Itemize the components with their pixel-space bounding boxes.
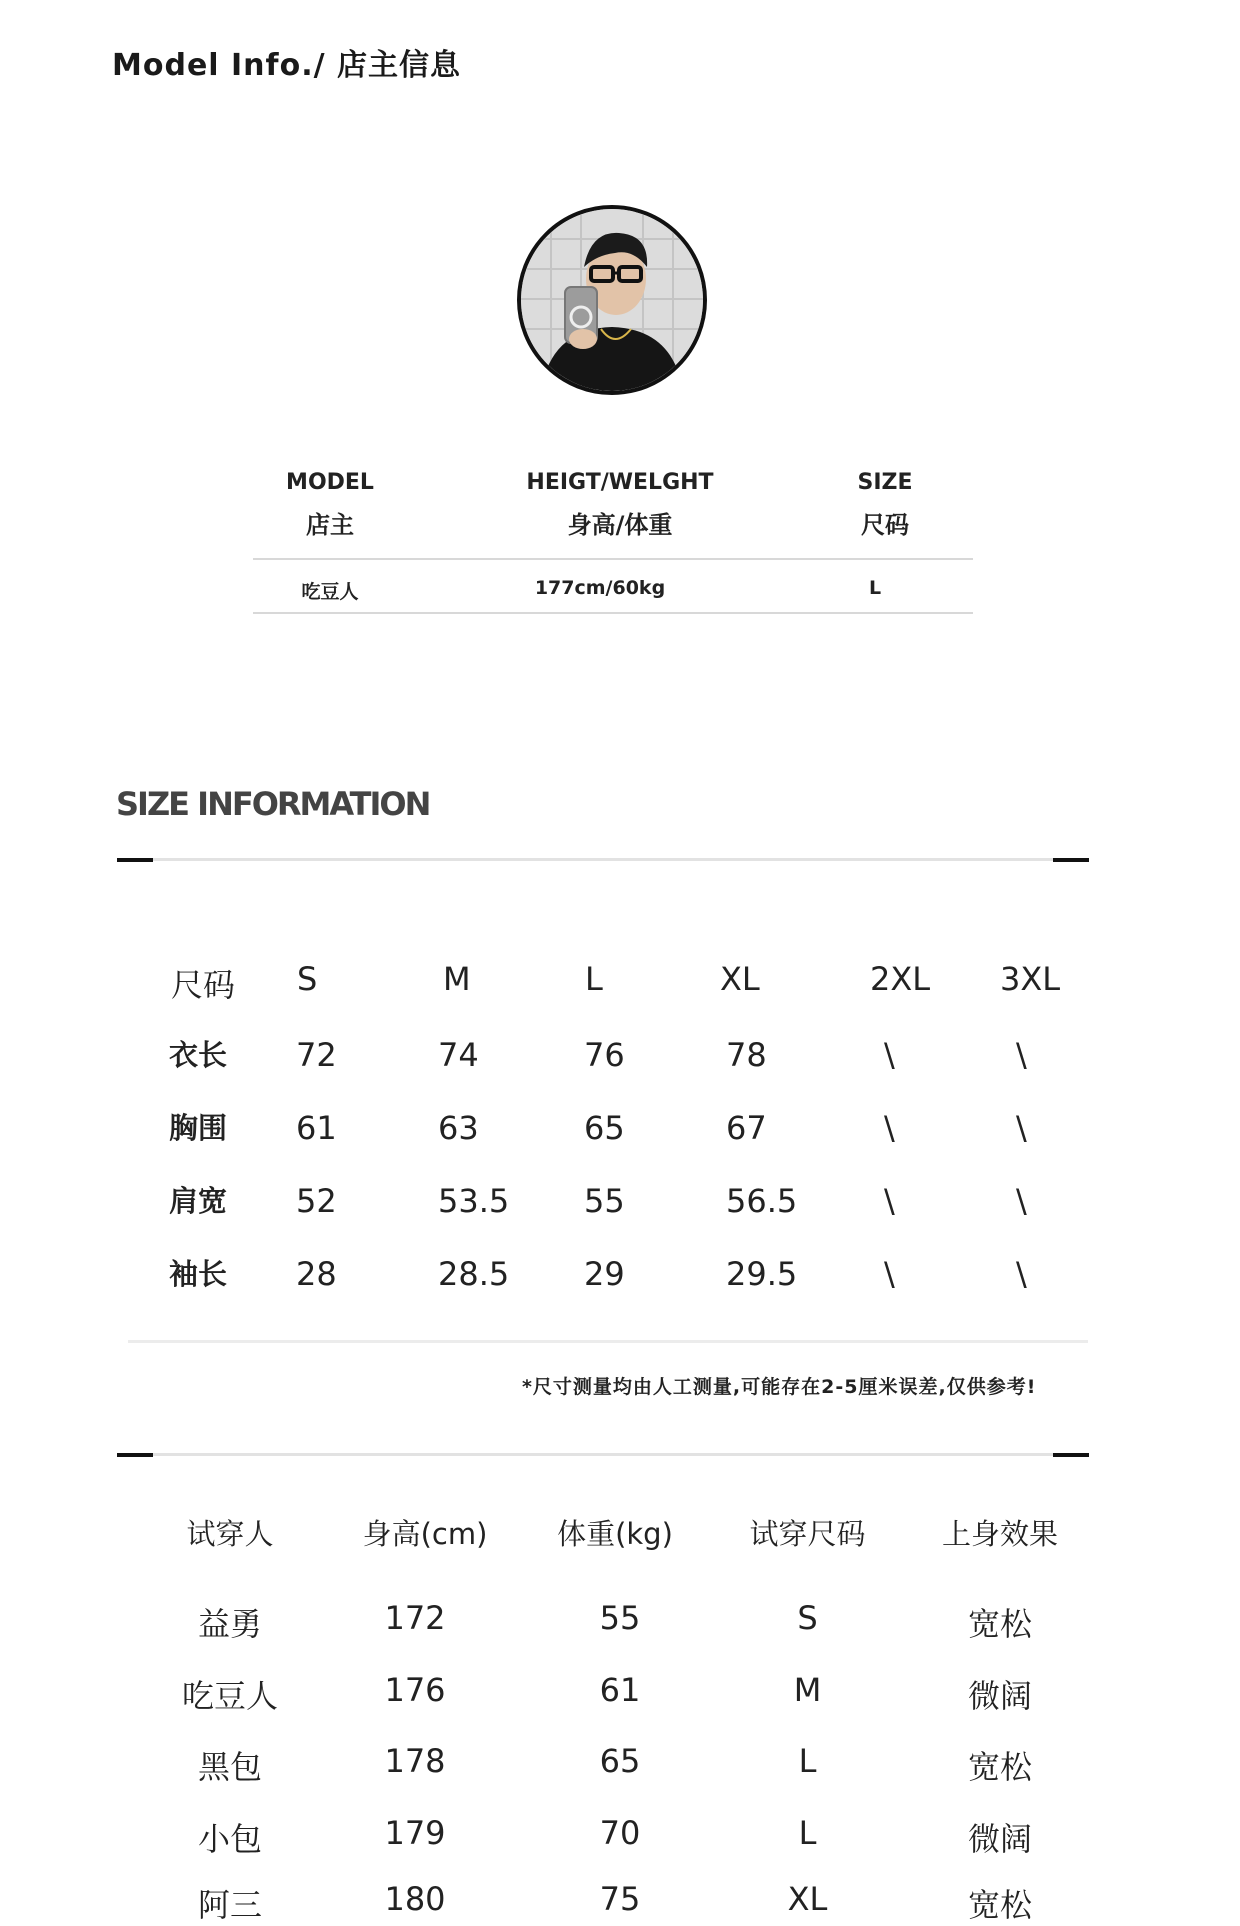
tryon-cell: 阿三 [197,1886,262,1924]
size-cell: \ [884,1182,895,1220]
size-cell: 28 [296,1255,337,1293]
tryon-cell: 61 [599,1671,641,1709]
size-cell: 52 [296,1182,337,1220]
size-col-3xl: 3XL [1000,960,1061,998]
tryon-cell: 宽松 [967,1748,1032,1786]
tryon-cell: 178 [384,1742,446,1780]
height-weight-header-en: HEIGT/WELGHT [526,470,714,495]
tryon-cell: 176 [384,1671,446,1709]
size-header-cn: 尺码 [861,511,909,539]
model-table-divider-top [253,558,973,560]
model-header-cn: 店主 [306,511,354,539]
tryon-cell: 55 [599,1599,641,1637]
section-dash-right [1053,858,1089,862]
size-row-label: 袖长 [169,1257,228,1291]
section-dash-right [1053,1453,1089,1457]
tryon-cell: 宽松 [967,1605,1032,1643]
tryon-header-person: 试穿人 [186,1517,274,1551]
section-divider [153,1453,1053,1456]
size-cell: 67 [726,1109,767,1147]
tryon-cell: 70 [599,1814,641,1852]
model-header-en: MODEL [286,470,374,495]
tryon-cell: 微阔 [967,1677,1032,1715]
size-header-en: SIZE [857,470,913,495]
tryon-cell: 黑包 [197,1748,262,1786]
tryon-header-size: 试穿尺码 [749,1517,866,1551]
size-cell: 28.5 [438,1255,510,1293]
model-size-cell: L [868,577,882,599]
size-cell: \ [1016,1255,1027,1293]
size-cell: 76 [584,1036,625,1074]
tryon-cell: 172 [384,1599,446,1637]
tryon-header-fit: 上身效果 [941,1517,1058,1551]
size-cell: 56.5 [726,1182,798,1220]
tryon-cell: L [798,1814,817,1852]
tryon-cell: 益勇 [197,1605,262,1643]
tryon-cell: 吃豆人 [181,1677,278,1715]
size-cell: \ [1016,1036,1027,1074]
size-col-l: L [585,960,603,998]
size-row-label: 胸围 [169,1111,228,1145]
measurement-note: *尺寸测量均由人工测量,可能存在2-5厘米误差,仅供参考! [522,1376,1037,1398]
tryon-header-height: 身高(cm) [362,1517,488,1551]
size-cell: 53.5 [438,1182,510,1220]
size-cell: 72 [296,1036,337,1074]
model-name-cell: 吃豆人 [301,581,359,603]
size-col-label: 尺码 [171,966,236,1004]
avatar [517,205,707,395]
model-height-weight-cell: 177cm/60kg [534,577,666,599]
size-table-divider [128,1340,1088,1343]
tryon-header-weight: 体重(kg) [557,1517,673,1551]
model-table-divider-bottom [253,612,973,614]
size-cell: \ [884,1036,895,1074]
size-cell: 74 [438,1036,479,1074]
tryon-cell: 微阔 [967,1820,1032,1858]
tryon-cell: S [797,1599,818,1637]
tryon-cell: 宽松 [967,1886,1032,1924]
size-row-label: 肩宽 [169,1184,228,1218]
size-cell: 78 [726,1036,767,1074]
page-title: Model Info./ 店主信息 [112,48,461,83]
tryon-cell: 65 [599,1742,641,1780]
tryon-cell: 179 [384,1814,446,1852]
size-cell: \ [1016,1109,1027,1147]
section-dash-left [117,1453,153,1457]
size-cell: 29.5 [726,1255,798,1293]
section-dash-left [117,858,153,862]
size-col-m: M [443,960,471,998]
tryon-cell: L [798,1742,817,1780]
tryon-cell: 小包 [197,1820,262,1858]
section-divider [153,858,1053,861]
tryon-cell: XL [787,1880,828,1918]
size-cell: \ [884,1255,895,1293]
size-row-label: 衣长 [169,1038,228,1072]
size-cell: \ [884,1109,895,1147]
size-col-xl: XL [720,960,760,998]
size-col-s: S [297,960,318,998]
size-cell: 63 [438,1109,479,1147]
size-cell: \ [1016,1182,1027,1220]
size-cell: 29 [584,1255,625,1293]
height-weight-header-cn: 身高/体重 [567,511,673,539]
tryon-cell: 180 [384,1880,446,1918]
tryon-cell: M [793,1671,822,1709]
size-information-title: SIZE INFORMATION [116,785,430,823]
size-col-2xl: 2XL [870,960,931,998]
tryon-cell: 75 [599,1880,641,1918]
size-cell: 55 [584,1182,625,1220]
size-cell: 61 [296,1109,337,1147]
size-cell: 65 [584,1109,625,1147]
